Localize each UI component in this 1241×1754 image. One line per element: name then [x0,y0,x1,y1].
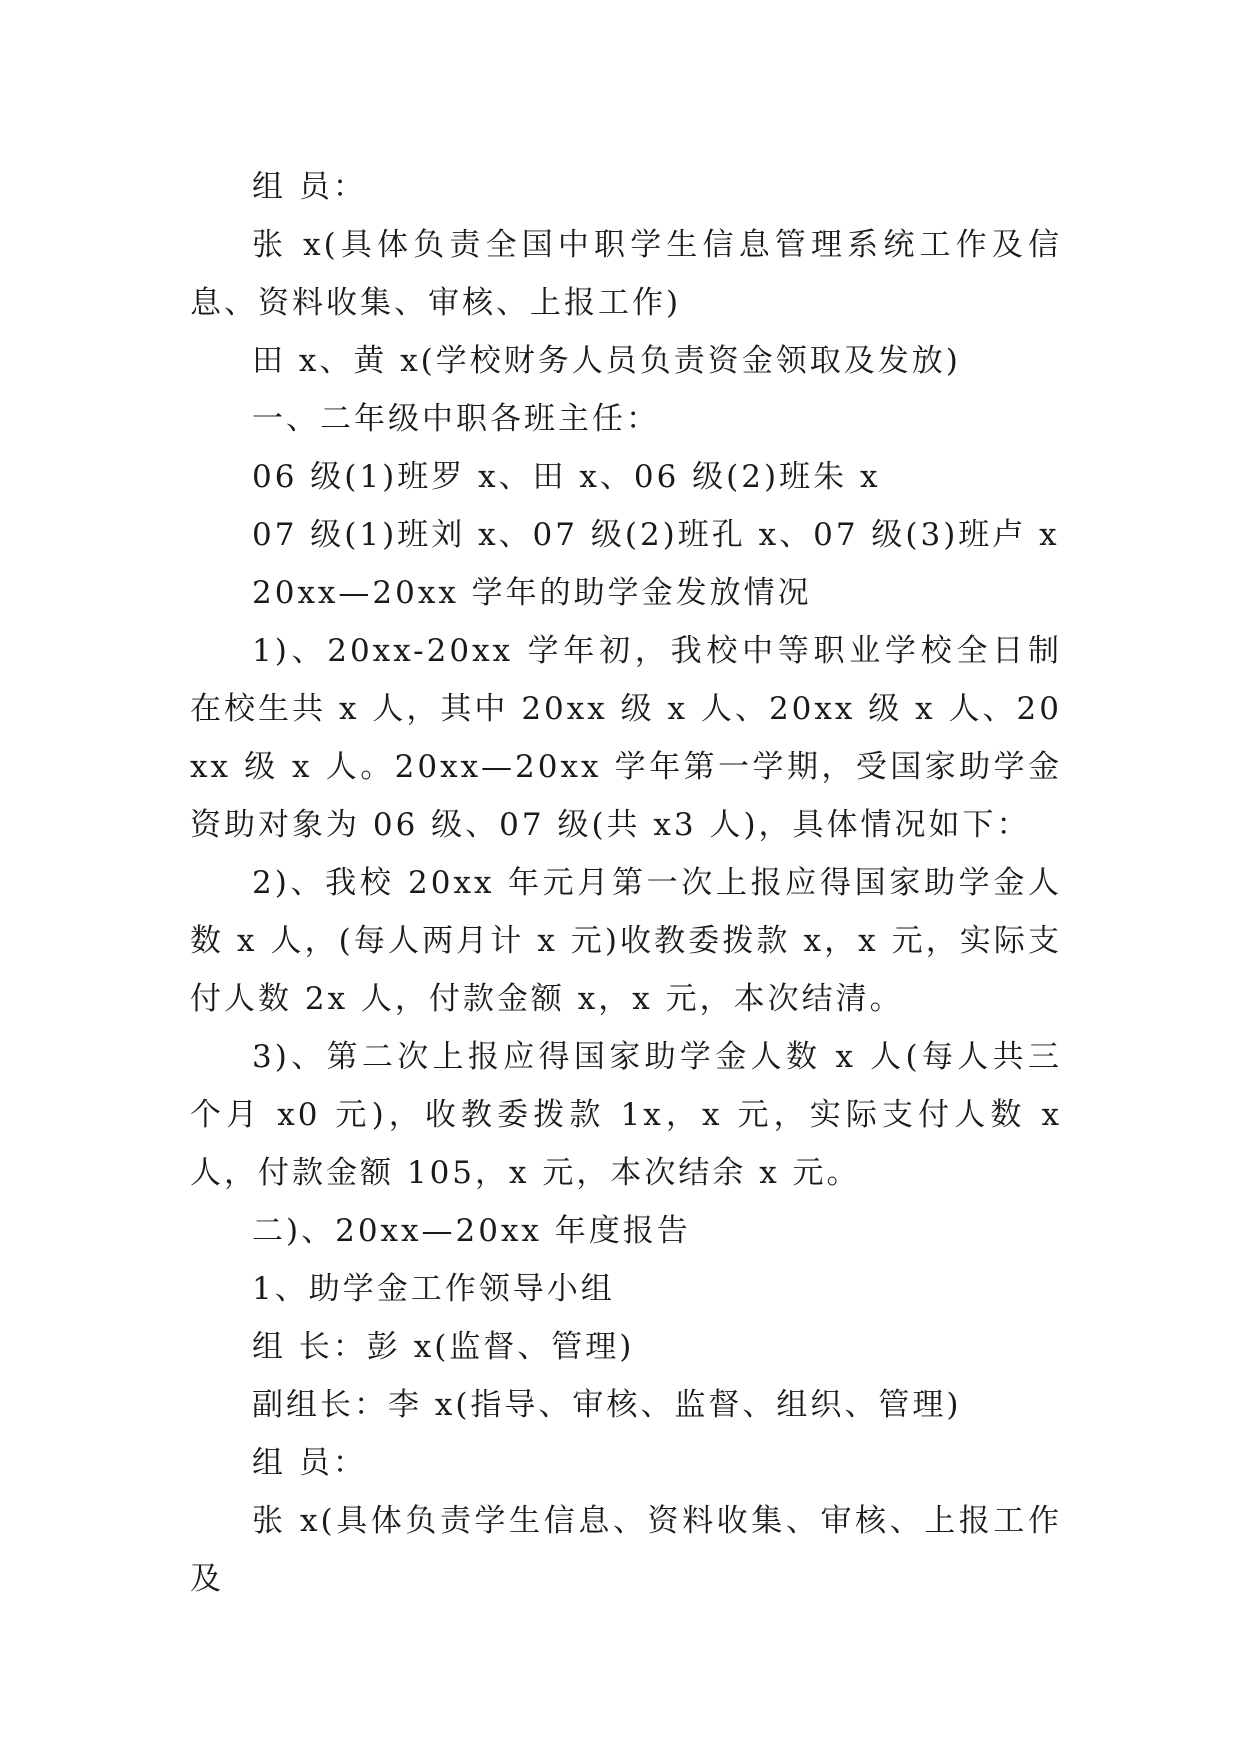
paragraph-members-label-2: 组 员： [252,1445,367,1481]
paragraph-item-3: 3)、第二次上报应得国家助学金人数 x 人(每人共三个月 x0 元)，收教委拨款 1x，x 元，实际支付人数 x 人，付款金额 105，x 元，本次结余 x 元。 [190,1039,1062,1191]
paragraph-grade-06-heads: 06 级(1)班罗 x、田 x、06 级(2)班朱 x [252,459,881,495]
paragraph-zhang-role: 张 x(具体负责全国中职学生信息管理系统工作及信息、资料收集、审核、上报工作) [190,227,1062,321]
paragraph-distribution-heading: 20xx—20xx 学年的助学金发放情况 [252,575,812,611]
paragraph-annual-report-heading: 二)、20xx—20xx 年度报告 [252,1213,691,1249]
paragraph-deputy-leader: 副组长：李 x(指导、审核、监督、组织、管理) [252,1387,962,1423]
paragraph-item-1: 1)、20xx-20xx 学年初，我校中等职业学校全日制在校生共 x 人，其中 20xx 级 x 人、20xx 级 x 人、20xx 级 x 人。20xx—20xx 学年第一学期，受国家助学金资助对象为 06 级、07 级(共 x3 人)，具体情况如下： [190,633,1062,843]
paragraph-members-label: 组 员： [252,169,367,205]
paragraph-leadership-group-heading: 1、助学金工作领导小组 [252,1271,615,1307]
paragraph-class-heads-label: 一、二年级中职各班主任： [252,401,660,437]
paragraph-group-leader: 组 长：彭 x(监督、管理) [252,1329,635,1365]
paragraph-grade-07-heads: 07 级(1)班刘 x、07 级(2)班孔 x、07 级(3)班卢 x [252,517,1060,553]
paragraph-item-2: 2)、我校 20xx 年元月第一次上报应得国家助学金人数 x 人，(每人两月计 x 元)收教委拨款 x，x 元，实际支付人数 2x 人，付款金额 x，x 元，本次结清。 [190,865,1062,1017]
document-body [190,158,1062,1608]
paragraph-tian-huang-role: 田 x、黄 x(学校财务人员负责资金领取及发放) [252,343,961,379]
paragraph-zhang-role-2: 张 x(具体负责学生信息、资料收集、审核、上报工作及 [190,1503,1062,1597]
